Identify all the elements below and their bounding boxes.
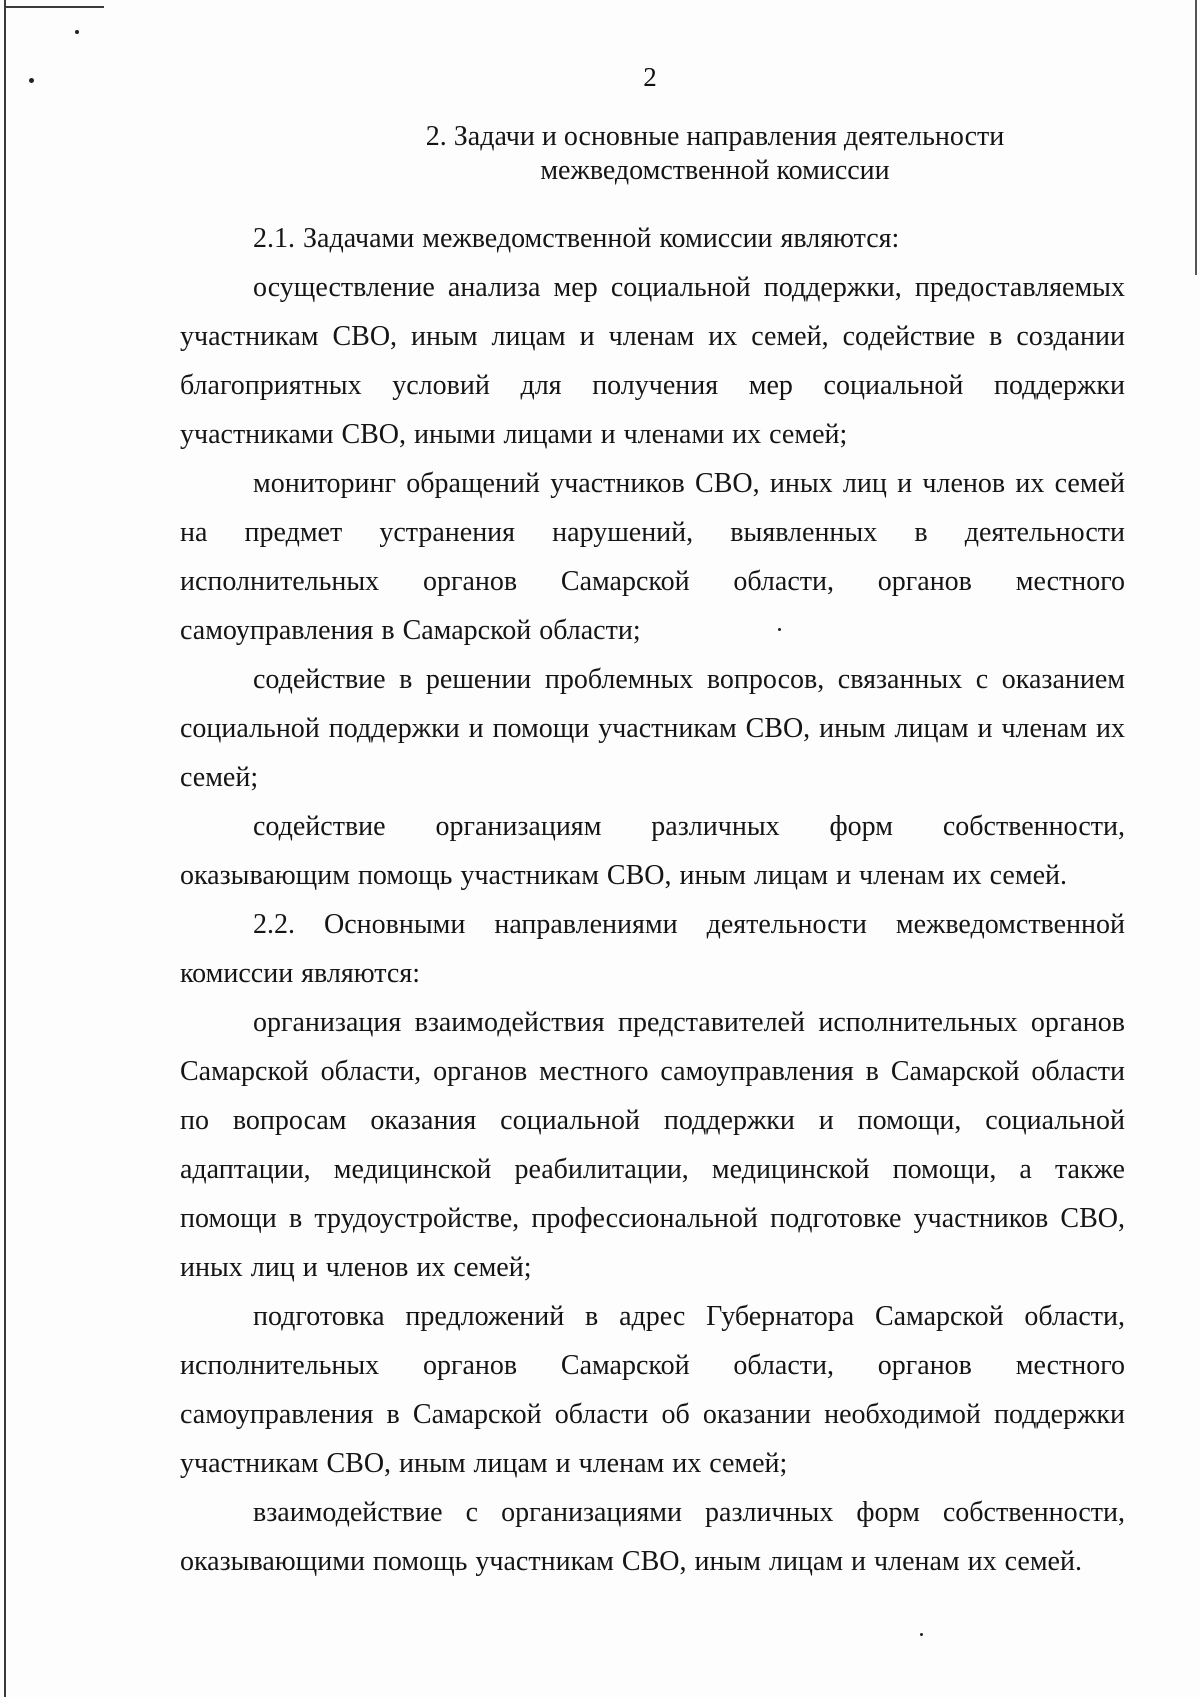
- section-title-line1: 2. Задачи и основные направления деятельности: [425, 121, 1005, 152]
- scan-border-left: [4, 0, 6, 1697]
- paragraph-task-analysis: осуществление анализа мер социальной поддержки, предоставляемых участникам СВО, иным лицам и членам их семей, содействие в создании благоприятных условий для получения мер социальной поддержки участниками СВО, иными лицами и членами их семей;: [180, 272, 1125, 450]
- paragraph-direction-cooperation: организация взаимодействия представителей исполнительных органов Самарской области, органов местного самоуправления в Самарской области по вопросам оказания социальной поддержки и помощи, социальной адаптации, медицинской реабилитации, медицинской помощи, а также помощи в трудоустройстве, профессиональной подготовке участников СВО, иных лиц и членов их семей;: [180, 1007, 1125, 1283]
- scan-speck: [920, 1633, 923, 1636]
- scan-speck: [75, 30, 79, 34]
- body-text: [180, 214, 1125, 1586]
- paragraph-task-problem-solving: содействие в решении проблемных вопросов, связанных с оказанием социальной поддержки и помощи участникам СВО, иным лицам и членам их семей;: [180, 664, 1125, 793]
- scan-border-top: [4, 6, 104, 8]
- section-title-line2: межведомственной комиссии: [540, 155, 890, 186]
- scan-border-right: [1195, 0, 1197, 275]
- section-heading: [340, 120, 1090, 188]
- paragraph-2-2-intro: 2.2. Основными направлениями деятельности межведомственной комиссии являются:: [180, 909, 1125, 989]
- paragraph-task-organizations: содействие организациям различных форм собственности, оказывающим помощь участникам СВО, иным лицам и членам их семей.: [180, 811, 1125, 891]
- paragraph-task-monitoring: мониторинг обращений участников СВО, иных лиц и членов их семей на предмет устранения нарушений, выявленных в деятельности исполнительных органов Самарской области, органов местного самоуправления в Самарской области;: [180, 468, 1125, 646]
- paragraph-direction-interaction: взаимодействие с организациями различных форм собственности, оказывающими помощь участникам СВО, иным лицам и членам их семей.: [180, 1497, 1125, 1577]
- paragraph-2-1-intro: 2.1. Задачами межведомственной комиссии являются:: [253, 223, 900, 254]
- page-number: 2: [643, 62, 657, 92]
- paragraph-direction-proposals: подготовка предложений в адрес Губернатора Самарской области, исполнительных органов Самарской области, органов местного самоуправления в Самарской области об оказании необходимой поддержки участникам СВО, иным лицам и членам их семей;: [180, 1301, 1125, 1479]
